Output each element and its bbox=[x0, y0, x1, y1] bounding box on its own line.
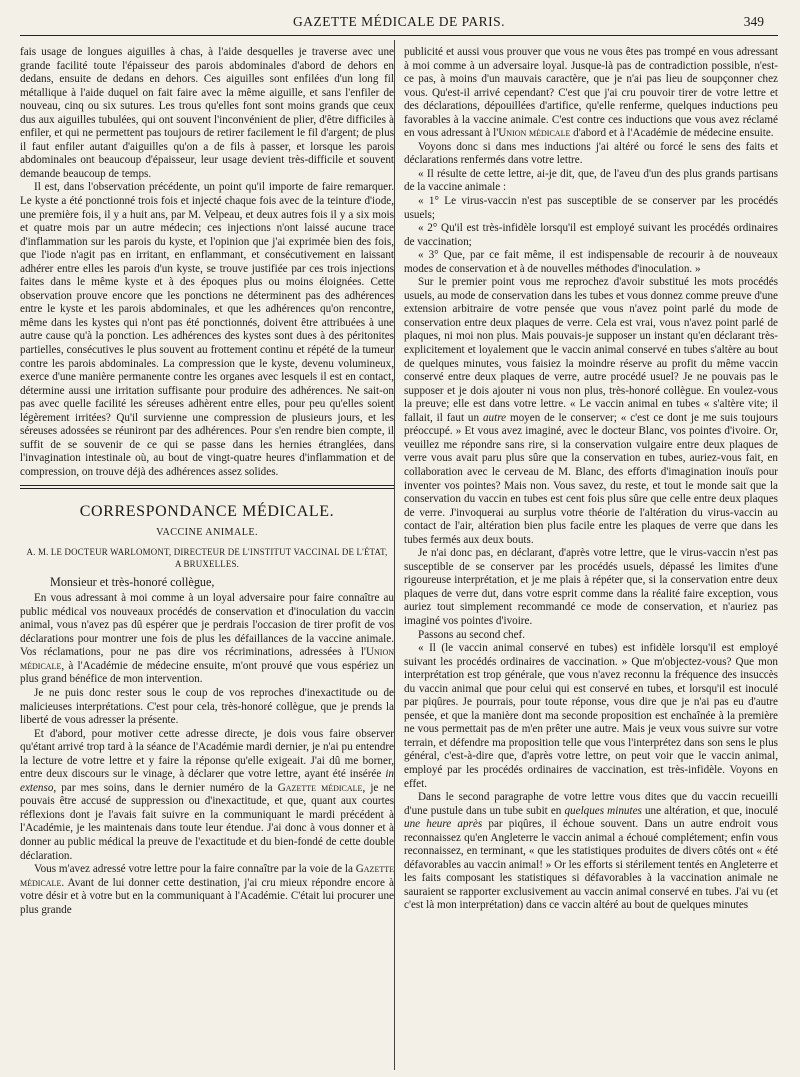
paragraph: « 3° Que, par ce fait même, il est indispensable de recourir à de nouveaux modes de conservation et à de nouvelles méthodes d'inoculation. » bbox=[404, 249, 778, 275]
section-separator bbox=[20, 485, 394, 489]
paragraph: Je ne puis donc rester sous le coup de vos reproches d'inexactitude ou de malicieuses interprétations. C'est pour cela, très-honoré collègue, que je prends la liberté de vous adresser la présente. bbox=[20, 686, 394, 727]
journal-name: Gazette médicale bbox=[20, 863, 394, 889]
paragraph: Je n'ai donc pas, en déclarant, d'après votre lettre, que le virus-vaccin n'est pas susceptible de se conserver par les procédés usuels, dépassé les limites d'une rigoureuse interprétation, et je me plais à répéter que, si la conservation entre deux plaques de verre dut, dans votre esprit comme dans la réalité faire exception, vous auriez tout simplement recommandé ce mode de conservation, et n'auriez pas imaginé vos pointes d'ivoire. bbox=[404, 547, 778, 627]
paragraph: Et d'abord, pour motiver cette adresse directe, je dois vous faire observer qu'étant arrivé trop tard à la séance de l'Académie mardi dernier, je n'ai pu entendre la lecture de votre lettre et y faire la réponse qu'elle exigeait. J'ai dû me borner, entre deux discours sur le vinage, à déclarer que votre lettre, ayant été insérée in extenso, par mes soins, dans le dernier numéro de la Gazette médicale, je ne pouvais être accusé de suppression ou d'inexactitude, et que, quant aux courtes réflexions dont je l'avais fait suivre en la communiquant le mardi précédent à l'Académie, je les maintenais dans toute leur étendue. J'ai donc à vous donner et à donner au public médical la preuve de l'exactitude et du bien-fondé de cette double déclaration. bbox=[20, 727, 394, 862]
paragraph: Vous m'avez adressé votre lettre pour la faire connaître par la voie de la Gazette médicale. Avant de lui donner cette destination, j'ai cru mieux répondre encore à votre désir et à votre but en la communiquant à l'Académie. C'était lui procurer une plus grande bbox=[20, 863, 394, 916]
italic-phrase: quelques minutes bbox=[564, 804, 642, 817]
paragraph: Il est, dans l'observation précédente, un point qu'il importe de faire remarquer. Le kyste a été ponctionné trois fois et injecté chaque fois avec de la teinture d'iode, une première fois, il y a huit ans, par M. Velpeau, et deux autres fois il y a six mois et quatre mois par un autre médecin; ces injections n'ont laissé aucune trace d'inflammation sur les parois du kyste, et l'opinion que j'ai exprimée bien des fois, que l'iode n'agit pas en irritant, en enflammant, et consécutivement en laissant adhérer entre elles les parois d'un kyste, se trouve justifiée par ces trois injections faites dans le même kyste et à des époques plus ou moins éloignées. Cette observation prouve encore que les ponctions ne déterminent pas des adhérences entre le kyste et les parois abdominales, et que les adhérences qu'on rencontre, même dans les kystes qui n'ont pas été ponctionnés, doivent être attribuées à une autre cause qu'à la ponction. Les adhérences des kystes sont dues à des péritonites partielles, consécutives le plus souvent au frottement continu et répété de la tumeur contre les parois abdominales. La compression que le kyste, devenu volumineux, exerce d'une manière permanente contre les organes avec lesquels il est en contact, détermine aussi une irritation suffisante pour produire des adhérences. Ne sait-on pas avec quelle facilité les séreuses adhèrent entre elles, pour peu qu'elles soient légèrement irritées? Qu'il survienne une compression de plusieurs jours, et les séreuses adossées se réuniront par des adhérences. Pour s'en rendre bien compte, il suffit de se souvenir de ce qui se passe dans les hernies étranglées, dans l'invagination intestinale où, au bout de vingt-quatre heures d'inflammation et de compression, on trouve déjà des adhérences assez solides. bbox=[20, 181, 394, 478]
page-header bbox=[20, 12, 778, 34]
left-column bbox=[20, 46, 394, 917]
italic-phrase: in extenso bbox=[20, 768, 394, 794]
italic-word: autre bbox=[482, 411, 507, 424]
addressee-line: A BRUXELLES. bbox=[174, 558, 240, 569]
addressee-line: A. M. LE DOCTEUR WARLOMONT, DIRECTEUR DE L'INSTITUT VACCINAL DE L'ÉTAT, bbox=[26, 546, 388, 557]
paragraph: Sur le premier point vous me reprochez d'avoir substitué les mots procédés usuels, au mode de conservation dans les tubes et vous donnez comme preuve d'une extension arbitraire de votre pensée que vous n'avez point parlé du mode de conservation entre deux plaques de verre. Cela est vrai, vous n'avez point parlé de plaques, ni moi non plus. Mais pouvais-je supposer un instant qu'en déclarant très-explicitement et loyalement que le vaccin animal conservé en tubes s'altère au bout de quelques minutes, vous faisiez la moindre réserve au profit du même vaccin conservé entre deux plaques de verre, autre procédé usuel? Je ne pouvais pas le supposer et je dois ajouter ni vous non plus, très-honoré collègue. En voulez-vous la preuve; elle est dans votre lettre. « Le vaccin animal en tubes « s'altère vite; il fallait, il faut un autre moyen de le conserver; « c'est ce dont je me suis toujours préoccupé. » Et vous avez imaginé, avec le docteur Blanc, vos pointes d'ivoire. Or, veuillez me répondre sans rire, si la conservation vulgaire entre deux plaques de verre vous avait paru plus sûre que la conservation en tubes, auriez-vous fait, en collaboration avec le cerveau de M. Blanc, des efforts d'imagination inouïs pour inventer vos pointes? Mais non. Vous savez, du reste, et tout le monde sait que la conservation du vaccin en tubes est cent fois plus sûre que celle entre deux plaques de verre. J'invoquerai au surplus votre théorie de l'altération du virus-vaccin au contact de l'air, altération bien plus facile entre les plaques de verre que dans les tubes fermés aux deux bouts. bbox=[404, 276, 779, 546]
paragraph: Passons au second chef. bbox=[418, 628, 526, 641]
section-subtitle: VACCINE ANIMALE. bbox=[156, 527, 258, 539]
journal-name: Union médicale bbox=[498, 127, 571, 140]
journal-name: Union médicale bbox=[20, 646, 394, 672]
paragraph: Dans le second paragraphe de votre lettre vous dites que du vaccin recueilli d'une pustule dans un tube subit en quelques minutes une altération, et que, inoculé une heure après par piqûres, il échoue souvent. Dans un autre endroit vous reconnaissez qu'en Angleterre le vaccin animal a échoué complétement; enfin vous reconnaissez, en terminant, « que les statistiques produites de divers côtés ont « été défavorables au vaccin animal! » Or les efforts si stérilement tentés en Angleterre et les faits composant les statistiques si défavorables à la vaccination animale ne sauraient se rapporter exclusivement au vaccin animal conservé en tubes. J'ai vu (et c'est là mon interprétation) dans ce vaccin altéré au bout de quelques minutes bbox=[404, 791, 779, 912]
paragraph: Voyons donc si dans mes inductions j'ai altéré ou forcé le sens des faits et déclarations renfermés dans votre lettre. bbox=[404, 140, 778, 167]
paragraph: publicité et aussi vous prouver que vous ne vous êtes pas trompé en vous adressant à moi comme à un adversaire loyal. Jusque-là pas de contradiction possible, n'est-ce pas, à moins d'un mauvais caractère, que je n'ai pas lieu de soupçonner chez vous. Qu'est-il arrivé cependant? C'est que j'ai cru pouvoir tirer de votre lettre et des déclarations, dépouillées d'artifice, qu'elle renferme, quelques inductions peu favorables à la vaccine animale. C'est contre ces inductions que vous avez réclamé en vous adressant à l'Union médicale d'abord et à l'Académie de médecine ensuite. bbox=[404, 46, 778, 140]
paragraph: « 2° Qu'il est très-infidèle lorsqu'il est employé suivant les procédés ordinaires de vaccination; bbox=[404, 222, 778, 248]
paragraph: « 1° Le virus-vaccin n'est pas susceptible de se conserver par les procédés usuels; bbox=[404, 195, 778, 221]
salutation: Monsieur et très-honoré collègue, bbox=[50, 574, 215, 589]
addressee bbox=[20, 546, 394, 570]
header-rule bbox=[20, 35, 778, 36]
italic-phrase: une heure après bbox=[404, 818, 483, 831]
paragraph: fais usage de longues aiguilles à chas, à l'aide desquelles je traverse avec une grande facilité toute l'épaisseur des parois abdominales d'abord de dehors en dedans, ensuite de dedans en dehors. Ces aiguilles sont enfilées d'un long fil métallique à l'aide duquel on fait faire avec la même aiguille, et sans l'enfiler de nouveau, cinq ou six sutures. Les trous qu'elles font sont moins grands que ceux dus aux aiguilles tubulées, qui ont souvent l'inconvénient de plier, d'être difficiles à enfiler, et qui ne permettent pas toujours de retirer facilement le fil d'argent; de plus il faut enfiler autant d'aiguilles qu'on a de fils à passer, et lorsque les parois abdominales ont beaucoup d'épaisseur, leur usage devient très-difficile et souvent demande beaucoup de temps. bbox=[20, 46, 394, 180]
journal-name: Gazette médicale bbox=[277, 781, 363, 794]
column-divider bbox=[394, 40, 395, 1070]
page-number: 349 bbox=[743, 14, 764, 29]
running-title: GAZETTE MÉDICALE DE PARIS. bbox=[293, 14, 505, 29]
right-column bbox=[404, 46, 778, 913]
paragraph: « Il (le vaccin animal conservé en tubes) est infidèle lorsqu'il est employé suivant les procédés ordinaires de vaccination. » Que m'objectez-vous? Que mon interprétation est trop générale, que vous n'avez reconnu la fréquence des insuccès du vaccin animal que pour celui qui est conservé en tubes, et lorsqu'il est inoculé par piqûres. Je pourrais, pour toute réponse, vous dire que je n'ai pas eu d'autre pensée, et que la manière dont ma seconde proposition est enchaînée à la première ne vous permettait pas de m'en prêter une autre. Mais je veux vous suivre sur votre terrain, et défendre ma proposition telle que vous l'interprétez dans son sens le plus général, c'est-à-dire que, d'après votre lettre, on peut voir que le vaccin animal, employé par les procédés ordinaires de vaccination, est très-infidèle. Voyons en effet. bbox=[404, 642, 778, 790]
paragraph: « Il résulte de cette lettre, ai-je dit, que, de l'aveu d'un des plus grands partisans de la vaccine animale : bbox=[404, 167, 778, 194]
section-title: CORRESPONDANCE MÉDICALE. bbox=[79, 502, 335, 520]
paragraph: En vous adressant à moi comme à un loyal adversaire pour faire connaître au public médical vos nouveaux procédés de conservation et d'inoculation du vaccin animal, vous n'avez pas dû espérer que je perdrais l'occasion de tirer profit de vos déclarations pour montrer une fois de plus les défaillances de la vaccine animale. Vos réclamations, pour ne pas dire vos récriminations, adressées à l'Union médicale, à l'Académie de médecine ensuite, m'ont prouvé que vous espériez un plus grand bénéfice de mon intervention. bbox=[20, 592, 394, 686]
